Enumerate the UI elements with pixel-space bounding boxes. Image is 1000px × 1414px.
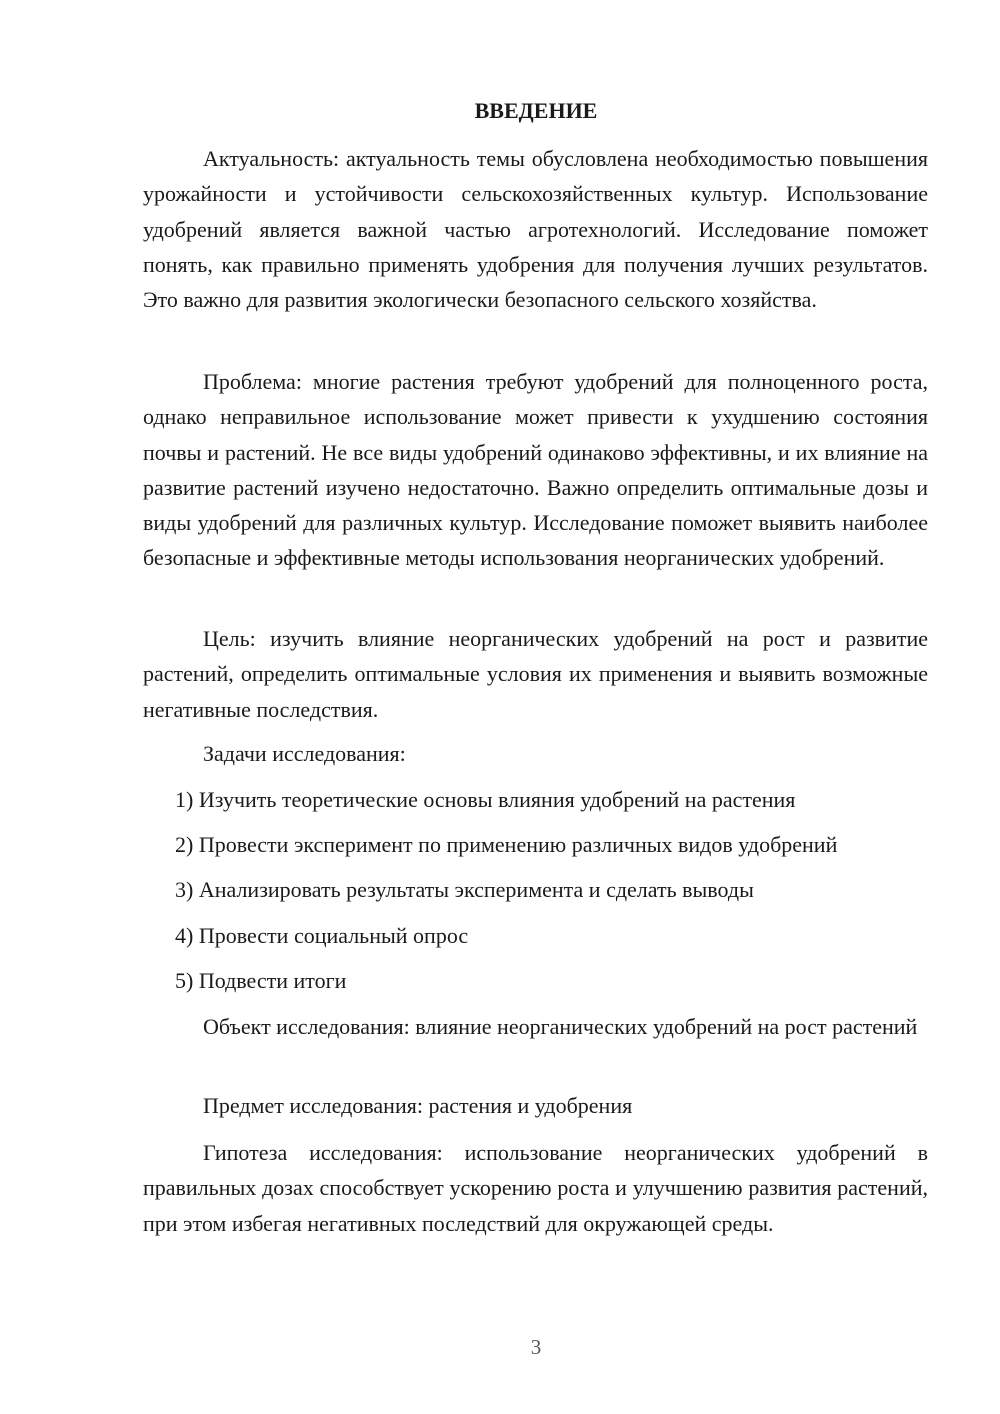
hypothesis-paragraph: Гипотеза исследования: использование неорганических удобрений в правильных дозах способствует ускорению роста и улучшению развития растений, при этом избегая негативных последствий для окружающей среды.	[143, 1140, 928, 1236]
task-item-5: 5) Подвести итоги	[175, 968, 347, 993]
relevance-paragraph: Актуальность: актуальность темы обусловлена необходимостью повышения урожайности и устойчивости сельскохозяйственных культур. Использование удобрений является важной частью агротехнологий. Исследование поможет понять, как правильно применять удобрения для получения лучших результатов. Это важно для развития экологически безопасного сельского хозяйства.	[143, 146, 928, 313]
subject-paragraph: Предмет исследования: растения и удобрения	[203, 1093, 633, 1118]
task-item-4: 4) Провести социальный опрос	[175, 923, 469, 948]
tasks-heading: Задачи исследования:	[203, 741, 406, 766]
task-item-3: 3) Анализировать результаты эксперимента и сделать выводы	[175, 877, 754, 902]
task-item-1: 1) Изучить теоретические основы влияния удобрений на растения	[175, 787, 796, 812]
page-title: ВВЕДЕНИЕ	[474, 98, 598, 123]
object-paragraph: Объект исследования: влияние неорганических удобрений на рост растений	[203, 1014, 918, 1039]
task-item-2: 2) Провести эксперимент по применению различных видов удобрений	[175, 832, 838, 857]
goal-paragraph: Цель: изучить влияние неорганических удобрений на рост и развитие растений, определить оптимальные условия их применения и выявить возможные негативные последствия.	[143, 626, 928, 722]
page-number: 3	[530, 1335, 542, 1359]
problem-paragraph: Проблема: многие растения требуют удобрений для полноценного роста, однако неправильное использование может привести к ухудшению состояния почвы и растений. Не все виды удобрений одинаково эффективны, и их влияние на развитие растений изучено недостаточно. Важно определить оптимальные дозы и виды удобрений для различных культур. Исследование поможет выявить наиболее безопасные и эффективные методы использования неорганических удобрений.	[143, 369, 928, 571]
